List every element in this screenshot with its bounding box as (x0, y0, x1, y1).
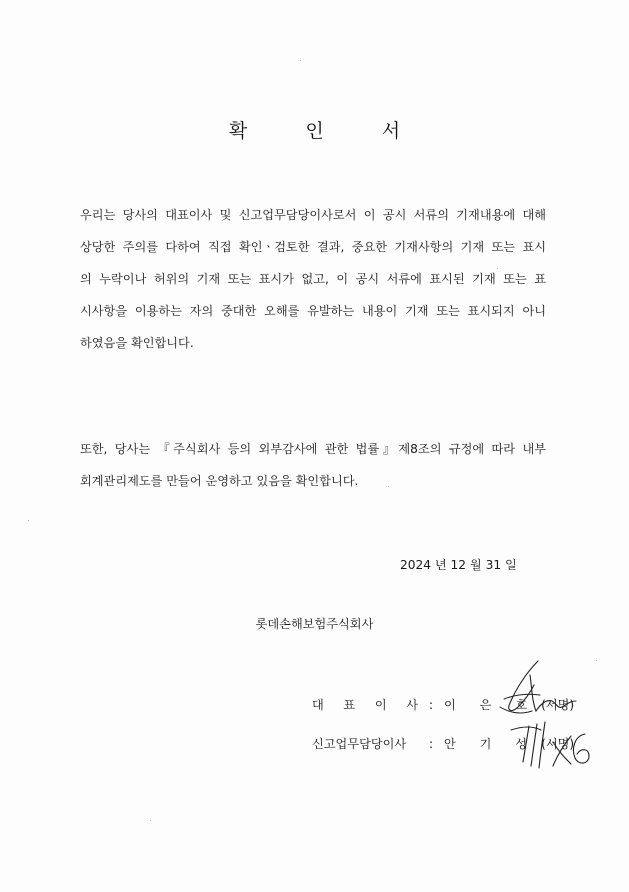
paragraph-line: 회계관리제도를 만들어 운영하고 있음을 확인합니다. (80, 474, 359, 488)
paragraph-line: 의 누락이나 허위의 기재 또는 표시가 없고, 이 공시 서류에 표시된 기재 또는 표 (80, 272, 546, 286)
paragraph-line: 상당한 주의를 다하여 직접 확인ㆍ검토한 결과, 중요한 기재사항의 기재 또는 표시 (80, 240, 546, 254)
internal-control-paragraph (80, 433, 546, 497)
signature-mark-label: (서명) (541, 737, 575, 751)
handwritten-signature-ceo (490, 655, 580, 725)
scan-speck (150, 820, 151, 821)
paragraph-line: 우리는 당사의 대표이사 및 신고업무담당이사로서 이 공시 서류의 기재내용에 대해 (80, 208, 546, 222)
paragraph-line: 하였음을 확인합니다. (80, 336, 194, 350)
signature-mark-label: (서명) (541, 698, 575, 712)
confirmation-paragraph (80, 199, 546, 359)
signatory-disclosure-officer (312, 735, 574, 752)
signatory-role: 신고업무담당이사 (312, 737, 407, 751)
scan-speck (28, 520, 29, 521)
scan-speck (300, 60, 301, 61)
scan-speck (596, 660, 597, 661)
signatory-name: 이 은 호 (444, 698, 538, 712)
document-title: 확 인 서 (228, 120, 427, 142)
company-name: 롯데손해보험주식회사 (255, 617, 374, 631)
signatory-colon: : (428, 698, 434, 712)
document-date: 2024 년 12 월 31 일 (400, 558, 517, 572)
signatory-role: 대 표 이 사 (312, 698, 418, 712)
signatory-ceo (312, 696, 574, 713)
paragraph-line: 시사항을 이용하는 자의 중대한 오해를 유발하는 내용이 기재 또는 표시되지 아니 (80, 304, 546, 318)
paragraph-line: 또한, 당사는 『주식회사 등의 외부감사에 관한 법률』제8조의 규정에 따라 내부 (80, 442, 546, 456)
signatory-colon: : (428, 737, 434, 751)
signatory-name: 안 기 성 (444, 737, 538, 751)
